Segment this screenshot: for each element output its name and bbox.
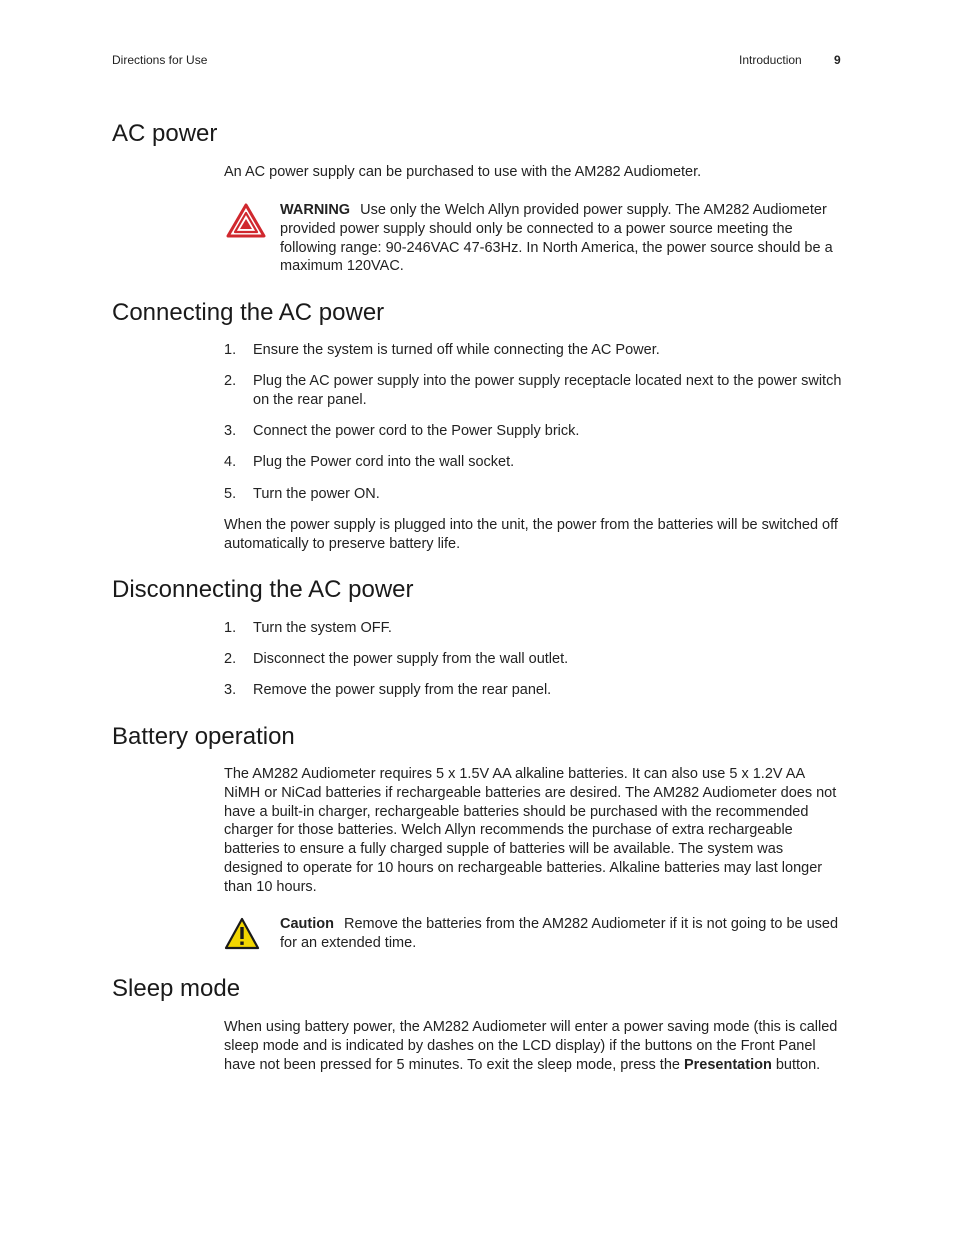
battery-text: The AM282 Audiometer requires 5 x 1.5V AA alkaline batteries. It can also use 5 x 1.2V AA NiMH or NiCad batteries if rechargeable batteries are desired. The AM282 Audiometer does not have a built-in charger, rechargeable batteries should be purchased with the recommended charger for those batteries. Welch Allyn recommends the purchase of extra rechargeable batteries to ensure a fully charged supple of batteries will be available. The system was designed to operate for 10 hours on rechargeable batteries. Alkaline batteries may last longer than 10 hours. bbox=[224, 766, 837, 895]
connecting-note: When the power supply is plugged into the unit, the power from the batteries will be switched off automatically to preserve battery life. bbox=[224, 517, 838, 552]
sleep-text-start: When using battery power, the AM282 Audiometer will enter a power saving mode (this is called sleep mode and is indicated by dashes on the LCD display) if the buttons on the Front Panel have not been pressed for 5 minutes. To exit the sleep mode, press the bbox=[224, 1019, 838, 1073]
list-item bbox=[224, 619, 842, 638]
sleep-text-end: button. bbox=[771, 1056, 821, 1073]
warning-text bbox=[280, 201, 842, 276]
step-text: Plug the AC power supply into the power supply receptacle located next to the power switch on the rear panel. bbox=[253, 373, 842, 408]
presentation-button-name: Presentation bbox=[683, 1056, 772, 1073]
step-number: 3. bbox=[224, 682, 237, 699]
ac-power-intro: An AC power supply can be purchased to use with the AM282 Audiometer. bbox=[224, 164, 702, 180]
warning-body: Use only the Welch Allyn provided power supply. The AM282 Audiometer provided power supply should only be connected to a power source meeting the following range: 90-246VAC 47-63Hz. In North America, the power source should be a maximum 120VAC. bbox=[280, 202, 833, 275]
list-item bbox=[224, 372, 842, 410]
sleep-mode-text bbox=[224, 1018, 842, 1074]
disconnecting-steps-list bbox=[224, 619, 842, 713]
caution-text bbox=[280, 915, 842, 953]
warning-label: WARNING bbox=[280, 202, 351, 218]
step-number: 1. bbox=[224, 620, 237, 636]
caution-notice bbox=[224, 915, 842, 955]
heading-sleep-mode: Sleep mode bbox=[112, 975, 241, 1002]
page-number: 9 bbox=[834, 53, 841, 67]
step-text: Remove the power supply from the rear panel. bbox=[253, 682, 552, 699]
step-number: 5. bbox=[224, 485, 237, 502]
step-text: Connect the power cord to the Power Supply brick. bbox=[253, 423, 580, 440]
heading-battery-operation: Battery operation bbox=[112, 723, 295, 750]
step-text: Turn the system OFF. bbox=[253, 620, 392, 636]
step-text: Disconnect the power supply from the wall outlet. bbox=[253, 651, 569, 668]
list-item bbox=[224, 681, 842, 700]
caution-triangle-icon bbox=[224, 917, 260, 951]
step-number: 1. bbox=[224, 342, 237, 358]
list-item bbox=[224, 485, 842, 504]
step-number: 4. bbox=[224, 454, 237, 471]
step-number: 2. bbox=[224, 373, 237, 390]
caution-body: Remove the batteries from the AM282 Audiometer if it is not going to be used for an extended time. bbox=[280, 916, 839, 951]
heading-ac-power: AC power bbox=[112, 120, 218, 147]
connecting-steps-list bbox=[224, 341, 842, 516]
step-number: 2. bbox=[224, 651, 237, 668]
warning-triangle-icon bbox=[226, 203, 266, 239]
step-number: 3. bbox=[224, 423, 237, 440]
step-text: Turn the power ON. bbox=[253, 485, 380, 502]
running-header-section: Introduction bbox=[739, 53, 802, 67]
caution-label: Caution bbox=[280, 916, 334, 932]
step-text: Ensure the system is turned off while connecting the AC Power. bbox=[253, 342, 660, 358]
warning-notice bbox=[224, 201, 842, 277]
running-header-title: Directions for Use bbox=[112, 53, 208, 67]
step-text: Plug the Power cord into the wall socket. bbox=[253, 454, 515, 471]
list-item bbox=[224, 453, 842, 472]
heading-disconnecting-ac-power: Disconnecting the AC power bbox=[112, 576, 414, 603]
list-item bbox=[224, 422, 842, 441]
list-item bbox=[224, 341, 842, 360]
list-item bbox=[224, 650, 842, 669]
heading-connecting-ac-power: Connecting the AC power bbox=[112, 299, 385, 326]
